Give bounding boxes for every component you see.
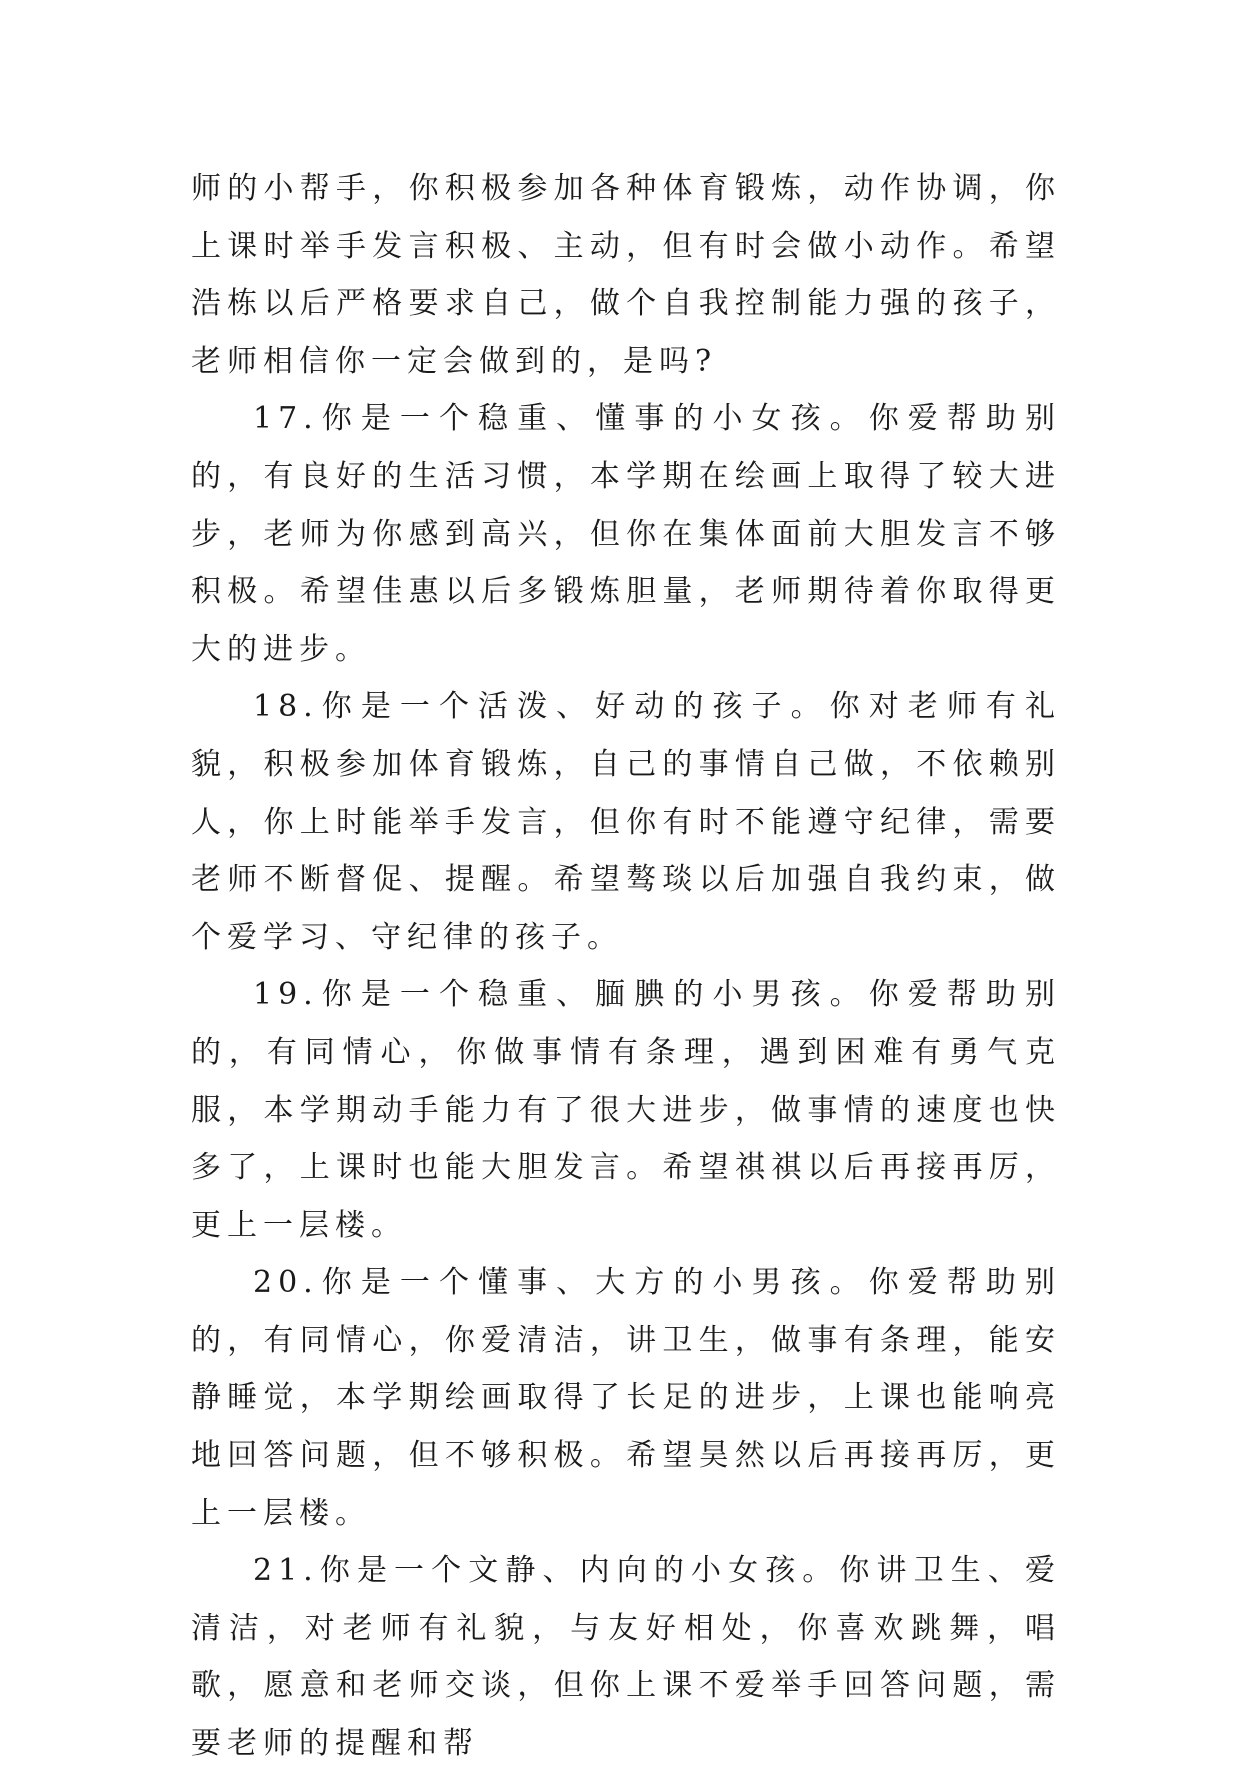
paragraph-continuation: 师的小帮手，你积极参加各种体育锻炼，动作协调，你上课时举手发言积极、主动，但有时会做小动作。希望浩栋以后严格要求自己，做个自我控制能力强的孩子，老师相信你一定会做到的，是吗? bbox=[191, 171, 1061, 379]
paragraph-item-21: 21.你是一个文静、内向的小女孩。你讲卫生、爱清洁，对老师有礼貌，与友好相处，你喜欢跳舞，唱歌，愿意和老师交谈，但你上课不爱举手回答问题，需要老师的提醒和帮 bbox=[191, 1553, 1061, 1762]
paragraph-item-17: 17.你是一个稳重、懂事的小女孩。你爱帮助别的，有良好的生活习惯，本学期在绘画上取得了较大进步，老师为你感到高兴，但你在集体面前大胆发言不够积极。希望佳惠以后多锻炼胆量，老师期待着你取得更大的进步。 bbox=[191, 401, 1061, 667]
paragraph-item-20: 20.你是一个懂事、大方的小男孩。你爱帮助别的，有同情心，你爱清洁，讲卫生，做事有条理，能安静睡觉，本学期绘画取得了长足的进步，上课也能响亮地回答问题，但不够积极。希望昊然以后再接再厉，更上一层楼。 bbox=[191, 1265, 1061, 1531]
document-body bbox=[191, 160, 1061, 1773]
paragraph-item-19: 19.你是一个稳重、腼腆的小男孩。你爱帮助别的，有同情心，你做事情有条理，遇到困难有勇气克服，本学期动手能力有了很大进步，做事情的速度也快多了，上课时也能大胆发言。希望祺祺以后再接再厉，更上一层楼。 bbox=[191, 977, 1061, 1243]
paragraph-item-18: 18.你是一个活泼、好动的孩子。你对老师有礼貌，积极参加体育锻炼，自己的事情自己做，不依赖别人，你上时能举手发言，但你有时不能遵守纪律，需要老师不断督促、提醒。希望骜琰以后加强自我约束，做个爱学习、守纪律的孩子。 bbox=[191, 689, 1061, 955]
